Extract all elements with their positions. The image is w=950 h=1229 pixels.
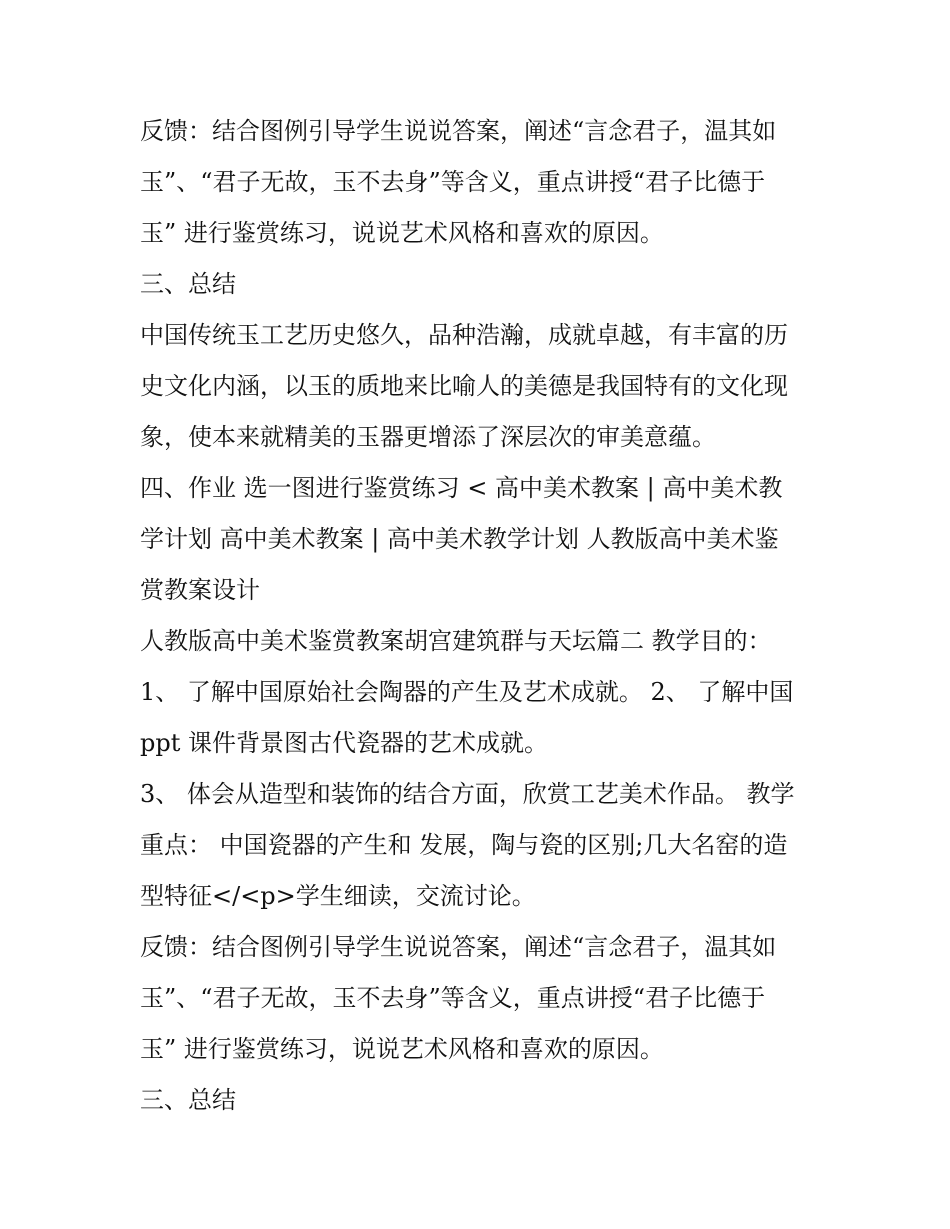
text-line: 反馈：结合图例引导学生说说答案，阐述“言念君子，温其如 xyxy=(140,933,777,961)
text-line: 史文化内涵，以玉的质地来比喻人的美德是我国特有的文化现 xyxy=(140,372,788,400)
text-line: 四、作业 选一图进行鉴赏练习 < 高中美术教案 | 高中美术教 xyxy=(140,474,783,502)
text-line: 玉”、“君子无故，玉不去身”等含义，重点讲授“君子比德于 xyxy=(140,168,766,196)
text-line: 重点： 中国瓷器的产生和 发展，陶与瓷的区别;几大名窑的造 xyxy=(140,831,788,859)
text-line: 玉” 进行鉴赏练习，说说艺术风格和喜欢的原因。 xyxy=(140,1035,664,1063)
text-line: 人教版高中美术鉴赏教案胡宫建筑群与天坛篇二 教学目的： xyxy=(140,627,772,655)
text-line: 型特征</<p>学生细读，交流讨论。 xyxy=(140,882,536,910)
text-line: 象，使本来就精美的玉器更增添了深层次的审美意蕴。 xyxy=(140,423,716,451)
text-line: 1、 了解中国原始社会陶器的产生及艺术成就。 2、 了解中国 xyxy=(140,678,794,706)
text-line: 玉” 进行鉴赏练习，说说艺术风格和喜欢的原因。 xyxy=(140,219,664,247)
document-body xyxy=(140,111,820,1131)
text-line: 学计划 高中美术教案 | 高中美术教学计划 人教版高中美术鉴 xyxy=(140,525,779,553)
text-line: 赏教案设计 xyxy=(140,576,260,604)
section-heading: 三、总结 xyxy=(140,270,236,298)
text-line: 反馈：结合图例引导学生说说答案，阐述“言念君子，温其如 xyxy=(140,117,777,145)
text-line: 3、 体会从造型和装饰的结合方面，欣赏工艺美术作品。 教学 xyxy=(140,780,795,808)
section-heading: 三、总结 xyxy=(140,1086,236,1114)
text-line: 中国传统玉工艺历史悠久，品种浩瀚，成就卓越，有丰富的历 xyxy=(140,321,788,349)
text-line: 玉”、“君子无故，玉不去身”等含义，重点讲授“君子比德于 xyxy=(140,984,766,1012)
text-line: ppt 课件背景图古代瓷器的艺术成就。 xyxy=(140,729,548,757)
